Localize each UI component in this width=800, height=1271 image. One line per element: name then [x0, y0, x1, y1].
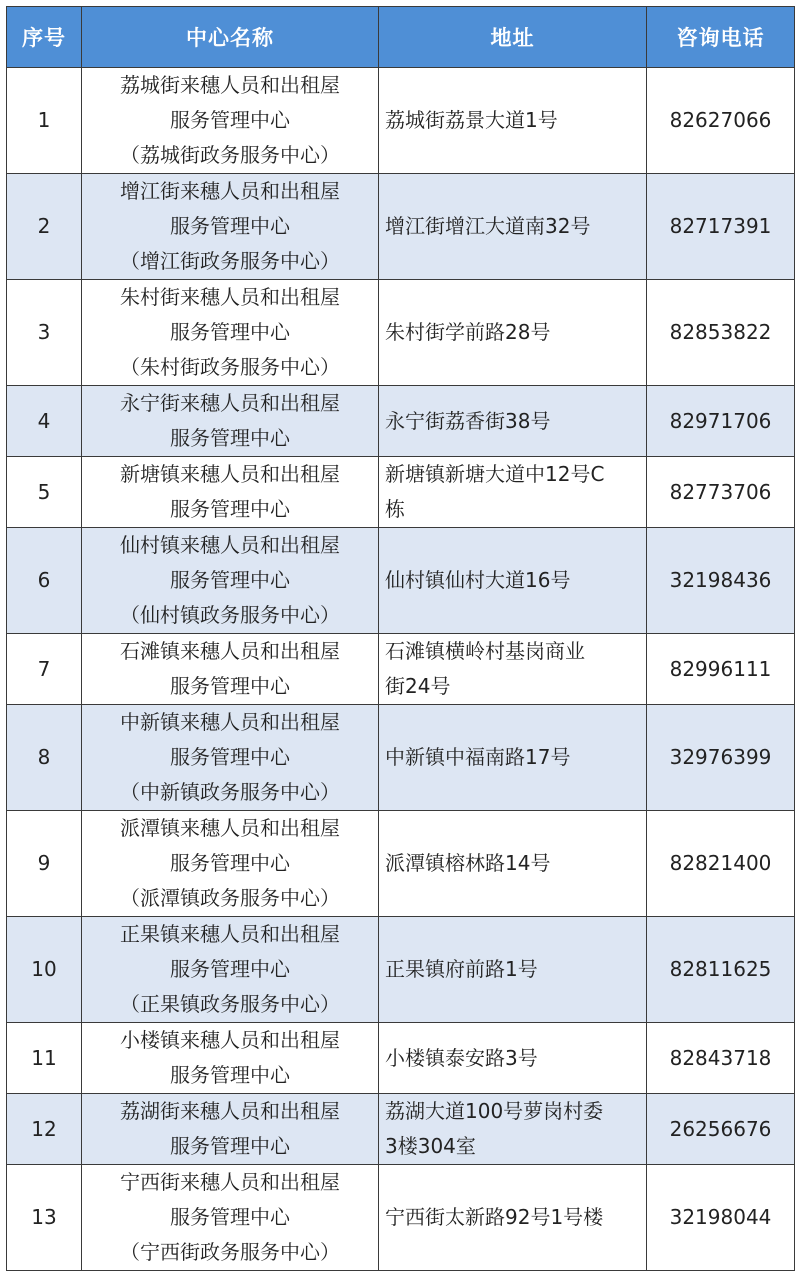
- row-address: 宁西街太新路92号1号楼: [379, 1165, 647, 1271]
- row-center-name: 派潭镇来穗人员和出租屋 服务管理中心 （派潭镇政务服务中心）: [82, 811, 379, 917]
- table-row: [7, 386, 795, 457]
- row-no: 13: [7, 1165, 82, 1271]
- row-no: 6: [7, 528, 82, 634]
- row-phone: 82853822: [647, 280, 795, 386]
- row-no: 9: [7, 811, 82, 917]
- row-no: 3: [7, 280, 82, 386]
- table-row: [7, 705, 795, 811]
- row-center-name: 朱村街来穗人员和出租屋 服务管理中心 （朱村街政务服务中心）: [82, 280, 379, 386]
- row-address: 派潭镇榕林路14号: [379, 811, 647, 917]
- row-center-name: 正果镇来穗人员和出租屋 服务管理中心 （正果镇政务服务中心）: [82, 917, 379, 1023]
- row-center-name: 荔湖街来穗人员和出租屋 服务管理中心: [82, 1094, 379, 1165]
- table-row: [7, 1094, 795, 1165]
- row-no: 4: [7, 386, 82, 457]
- row-address: 荔湖大道100号萝岗村委 3楼304室: [379, 1094, 647, 1165]
- row-phone: 26256676: [647, 1094, 795, 1165]
- row-center-name: 仙村镇来穗人员和出租屋 服务管理中心 （仙村镇政务服务中心）: [82, 528, 379, 634]
- row-phone: 32976399: [647, 705, 795, 811]
- row-address: 荔城街荔景大道1号: [379, 68, 647, 174]
- header-phone: 咨询电话: [647, 7, 795, 68]
- row-no: 10: [7, 917, 82, 1023]
- row-no: 8: [7, 705, 82, 811]
- table-row: [7, 811, 795, 917]
- row-phone: 82773706: [647, 457, 795, 528]
- header-address: 地址: [379, 7, 647, 68]
- table-row: [7, 174, 795, 280]
- row-no: 1: [7, 68, 82, 174]
- row-no: 7: [7, 634, 82, 705]
- row-phone: 82717391: [647, 174, 795, 280]
- table-row: [7, 1023, 795, 1094]
- table-row: [7, 917, 795, 1023]
- table-header-row: [7, 7, 795, 68]
- table-row: [7, 528, 795, 634]
- header-no: 序号: [7, 7, 82, 68]
- table-row: [7, 1165, 795, 1271]
- row-address: 中新镇中福南路17号: [379, 705, 647, 811]
- row-no: 12: [7, 1094, 82, 1165]
- row-address: 仙村镇仙村大道16号: [379, 528, 647, 634]
- header-name: 中心名称: [82, 7, 379, 68]
- table-row: [7, 457, 795, 528]
- row-phone: 82996111: [647, 634, 795, 705]
- row-phone: 82821400: [647, 811, 795, 917]
- row-address: 永宁街荔香街38号: [379, 386, 647, 457]
- row-center-name: 小楼镇来穗人员和出租屋 服务管理中心: [82, 1023, 379, 1094]
- table-row: [7, 280, 795, 386]
- table-row: [7, 634, 795, 705]
- row-center-name: 永宁街来穗人员和出租屋 服务管理中心: [82, 386, 379, 457]
- row-address: 朱村街学前路28号: [379, 280, 647, 386]
- row-address: 小楼镇泰安路3号: [379, 1023, 647, 1094]
- row-phone: 32198436: [647, 528, 795, 634]
- row-address: 正果镇府前路1号: [379, 917, 647, 1023]
- row-center-name: 中新镇来穗人员和出租屋 服务管理中心 （中新镇政务服务中心）: [82, 705, 379, 811]
- row-center-name: 宁西街来穗人员和出租屋 服务管理中心 （宁西街政务服务中心）: [82, 1165, 379, 1271]
- row-center-name: 新塘镇来穗人员和出租屋 服务管理中心: [82, 457, 379, 528]
- row-no: 2: [7, 174, 82, 280]
- row-no: 5: [7, 457, 82, 528]
- row-phone: 82627066: [647, 68, 795, 174]
- row-center-name: 石滩镇来穗人员和出租屋 服务管理中心: [82, 634, 379, 705]
- row-address: 增江街增江大道南32号: [379, 174, 647, 280]
- table-row: [7, 68, 795, 174]
- row-center-name: 增江街来穗人员和出租屋 服务管理中心 （增江街政务服务中心）: [82, 174, 379, 280]
- row-phone: 82811625: [647, 917, 795, 1023]
- row-phone: 32198044: [647, 1165, 795, 1271]
- row-phone: 82843718: [647, 1023, 795, 1094]
- row-center-name: 荔城街来穗人员和出租屋 服务管理中心 （荔城街政务服务中心）: [82, 68, 379, 174]
- service-center-table: [6, 6, 795, 1271]
- row-no: 11: [7, 1023, 82, 1094]
- row-phone: 82971706: [647, 386, 795, 457]
- row-address: 石滩镇横岭村基岗商业 街24号: [379, 634, 647, 705]
- row-address: 新塘镇新塘大道中12号C 栋: [379, 457, 647, 528]
